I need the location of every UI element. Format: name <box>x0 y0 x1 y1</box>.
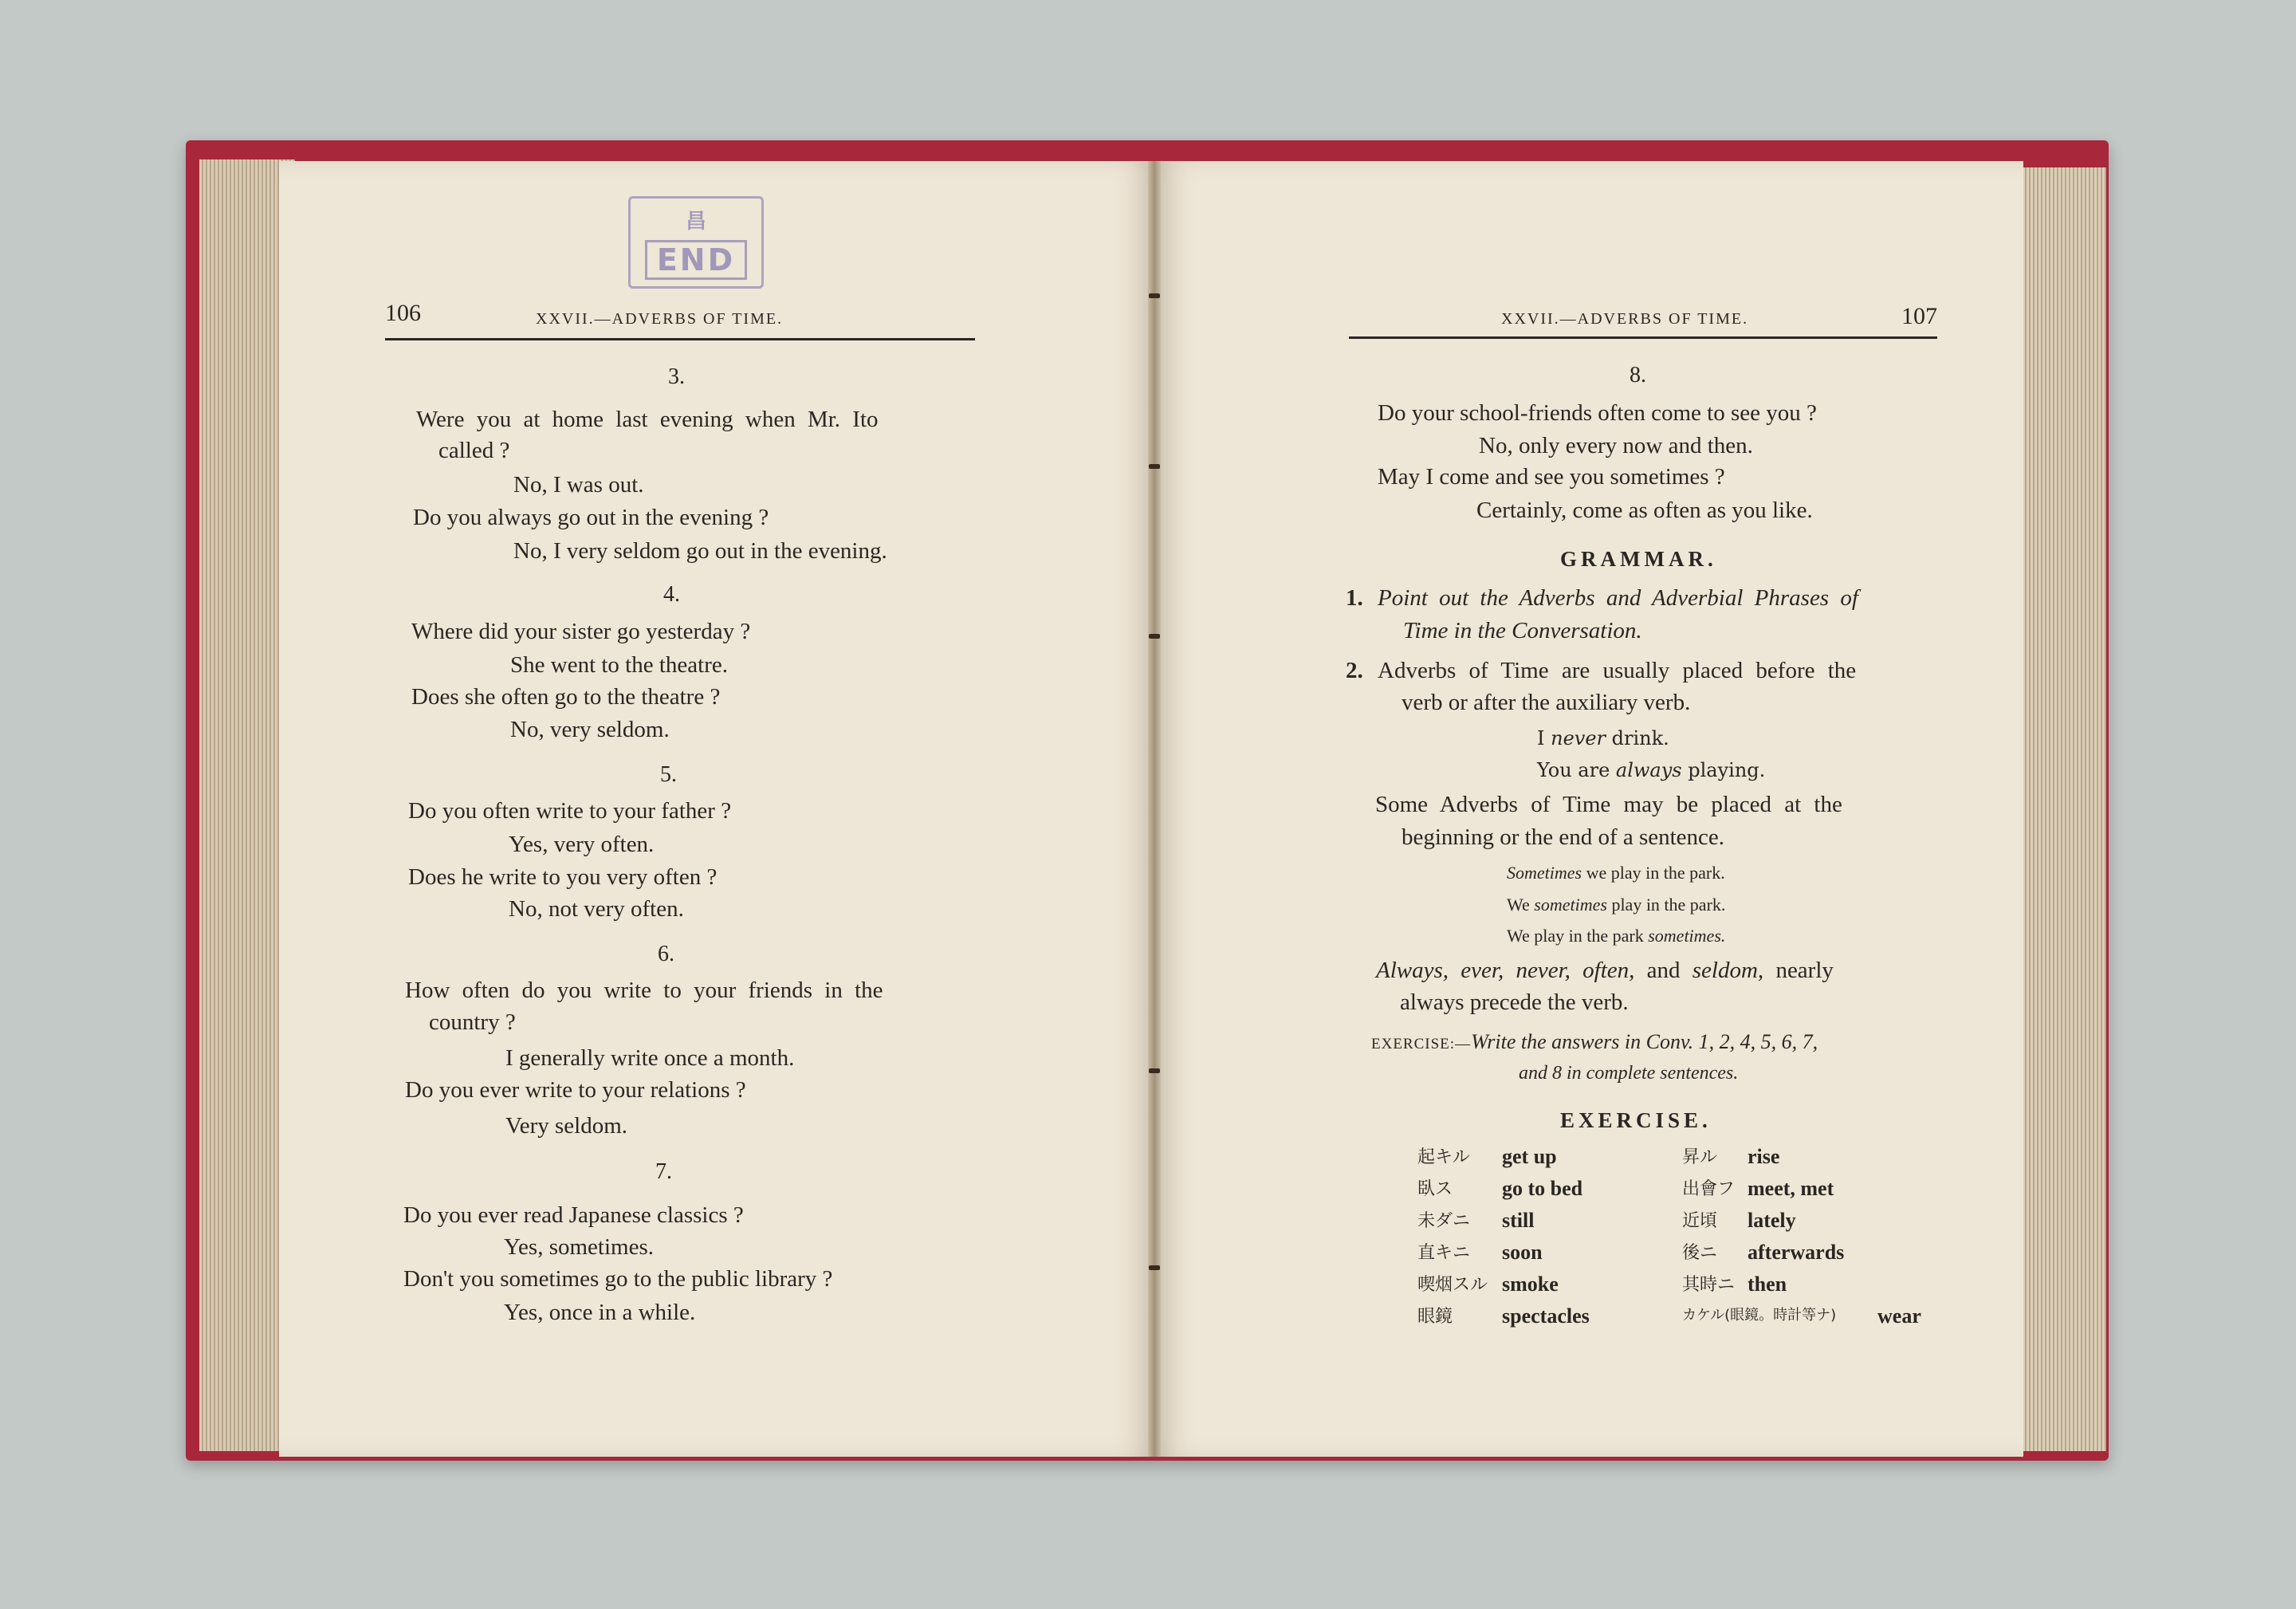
example-text: we play in the park. <box>1582 863 1725 883</box>
grammar-text: Some Adverbs of Time may be placed at the <box>1375 792 1842 817</box>
exercise-label: EXERCISE:— <box>1371 1036 1472 1052</box>
page-number-right: 107 <box>1901 303 1937 329</box>
answer-line: No, I was out. <box>513 472 644 498</box>
vocab-english: meet, met <box>1748 1177 1834 1200</box>
book-gutter <box>1148 161 1161 1457</box>
conversation-number: 7. <box>655 1159 672 1184</box>
conversation-number: 8. <box>1630 363 1646 387</box>
exercise-text: and 8 in complete sentences. <box>1519 1063 1739 1084</box>
question-line: called ? <box>438 438 510 463</box>
vocab-english: wear <box>1877 1304 1921 1328</box>
question-line: Do your school-friends often come to see you ? <box>1378 400 1817 426</box>
vocab-japanese: 後ニ <box>1682 1243 1718 1263</box>
answer-line: She went to the theatre. <box>510 652 728 678</box>
question-line: Do you ever read Japanese classics ? <box>403 1202 744 1228</box>
answer-line: No, only every now and then. <box>1479 433 1753 458</box>
answer-line: Yes, very often. <box>509 832 655 857</box>
grammar-text: always precede the verb. <box>1400 989 1629 1015</box>
grammar-text: Time in the Conversation. <box>1403 618 1642 643</box>
exercise-text: Write the answers in Conv. 1, 2, 4, 5, 6, 7, <box>1471 1030 1818 1053</box>
example-text: We <box>1507 895 1535 915</box>
question-line: Don't you sometimes go to the public library ? <box>403 1266 833 1292</box>
question-line: Were you at home last evening when Mr. Ito <box>416 407 879 432</box>
grammar-text: beginning or the end of a sentence. <box>1402 824 1725 850</box>
example-text: We play in the park <box>1507 926 1649 946</box>
header-rule-right <box>1349 336 1937 339</box>
example-text: I <box>1537 727 1551 749</box>
vocab-english: get up <box>1502 1145 1557 1168</box>
question-line: How often do you write to your friends in the <box>405 978 883 1003</box>
vocab-english: lately <box>1748 1209 1796 1232</box>
stamp-top-text: 昌 <box>685 210 706 234</box>
question-line: Where did your sister go yesterday ? <box>411 619 751 644</box>
binding-thread <box>1149 464 1160 469</box>
example-adverb: sometimes. <box>1648 926 1726 946</box>
running-head-right: XXVII.—ADVERBS OF TIME. <box>1501 310 1749 328</box>
vocab-japanese: 出會フ <box>1682 1179 1736 1199</box>
vocab-japanese: 臥ス <box>1417 1179 1453 1199</box>
grammar-text: nearly <box>1763 958 1834 983</box>
question-line: Do you always go out in the evening ? <box>413 505 769 530</box>
binding-thread <box>1149 1265 1160 1270</box>
vocab-english: rise <box>1748 1145 1780 1168</box>
exercise-heading: EXERCISE. <box>1560 1108 1712 1132</box>
answer-line: Certainly, come as often as you like. <box>1476 498 1813 523</box>
question-line: Do you ever write to your relations ? <box>405 1077 746 1103</box>
page-number-left: 106 <box>385 300 421 326</box>
header-rule-left <box>385 338 975 340</box>
vocab-japanese: 近頃 <box>1682 1211 1718 1231</box>
conversation-number: 4. <box>663 582 680 607</box>
vocab-japanese: 眼鏡 <box>1417 1307 1453 1327</box>
example-adverb: never <box>1551 727 1606 749</box>
grammar-text: and <box>1634 958 1693 983</box>
question-line: Does he write to you very often ? <box>408 864 718 890</box>
page-edges-right <box>2009 167 2106 1451</box>
example-sentence <box>1537 729 1669 748</box>
conversation-number: 3. <box>668 364 685 389</box>
vocab-japanese: 昇ル <box>1682 1147 1718 1167</box>
example-sentence <box>1507 896 1725 914</box>
vocab-japanese: 其時ニ <box>1682 1275 1736 1295</box>
conversation-number: 6. <box>658 942 674 966</box>
vocab-english: still <box>1502 1209 1535 1232</box>
vocab-english: then <box>1748 1273 1787 1296</box>
vocab-english: smoke <box>1502 1273 1559 1296</box>
binding-thread <box>1149 634 1160 639</box>
question-line: May I come and see you sometimes ? <box>1378 464 1725 490</box>
question-line: Does she often go to the theatre ? <box>411 684 721 710</box>
binding-thread <box>1149 293 1160 298</box>
grammar-text: verb or after the auxiliary verb. <box>1402 690 1691 715</box>
example-sentence <box>1507 864 1725 882</box>
answer-line: No, I very seldom go out in the evening. <box>513 538 887 564</box>
grammar-text: Point out the Adverbs and Adverbial Phrases of <box>1378 585 1858 611</box>
vocab-japanese: 未ダニ <box>1417 1211 1471 1231</box>
vocab-japanese: 直キニ <box>1417 1243 1471 1263</box>
grammar-text <box>1376 959 1834 982</box>
question-line: country ? <box>429 1009 516 1035</box>
answer-line: Very seldom. <box>505 1113 628 1139</box>
vocab-japanese: 喫烟スル <box>1417 1275 1488 1295</box>
example-adverb: Sometimes <box>1507 863 1582 883</box>
answer-line: No, very seldom. <box>510 717 670 742</box>
grammar-item-number: 1. <box>1346 585 1363 611</box>
exercise-instruction <box>1371 1032 1818 1052</box>
vocab-english: go to bed <box>1502 1177 1583 1200</box>
vocab-english: afterwards <box>1748 1241 1845 1264</box>
vocab-japanese: 起キル <box>1417 1147 1470 1167</box>
vocab-english: soon <box>1502 1241 1543 1264</box>
binding-thread <box>1149 1068 1160 1073</box>
example-adverb: always <box>1615 759 1682 781</box>
answer-line: No, not very often. <box>509 896 684 922</box>
example-text: You are <box>1537 759 1616 781</box>
example-sentence <box>1507 927 1725 945</box>
example-text: drink. <box>1606 727 1669 749</box>
answer-line: I generally write once a month. <box>505 1045 795 1071</box>
grammar-text: Adverbs of Time are usually placed before the <box>1378 658 1857 683</box>
grammar-heading: GRAMMAR. <box>1560 547 1717 571</box>
running-head-left: XXVII.—ADVERBS OF TIME. <box>536 310 784 328</box>
answer-line: Yes, sometimes. <box>504 1234 654 1260</box>
stamp-main-text: END <box>645 240 747 280</box>
example-text: playing. <box>1681 759 1766 781</box>
grammar-item-number: 2. <box>1346 658 1363 683</box>
example-sentence <box>1537 761 1765 780</box>
question-line: Do you often write to your father ? <box>408 798 732 824</box>
adverb-list: Always, ever, never, often, <box>1376 958 1635 983</box>
adverb-list: seldom, <box>1692 958 1764 983</box>
example-adverb: sometimes <box>1534 895 1607 915</box>
conversation-number: 5. <box>660 762 677 787</box>
library-stamp <box>628 196 764 289</box>
example-text: play in the park. <box>1606 895 1726 915</box>
answer-line: Yes, once in a while. <box>504 1300 696 1325</box>
vocab-japanese: カケル(眼鏡。時計等ナ) <box>1682 1307 1837 1324</box>
vocab-english: spectacles <box>1502 1304 1590 1328</box>
